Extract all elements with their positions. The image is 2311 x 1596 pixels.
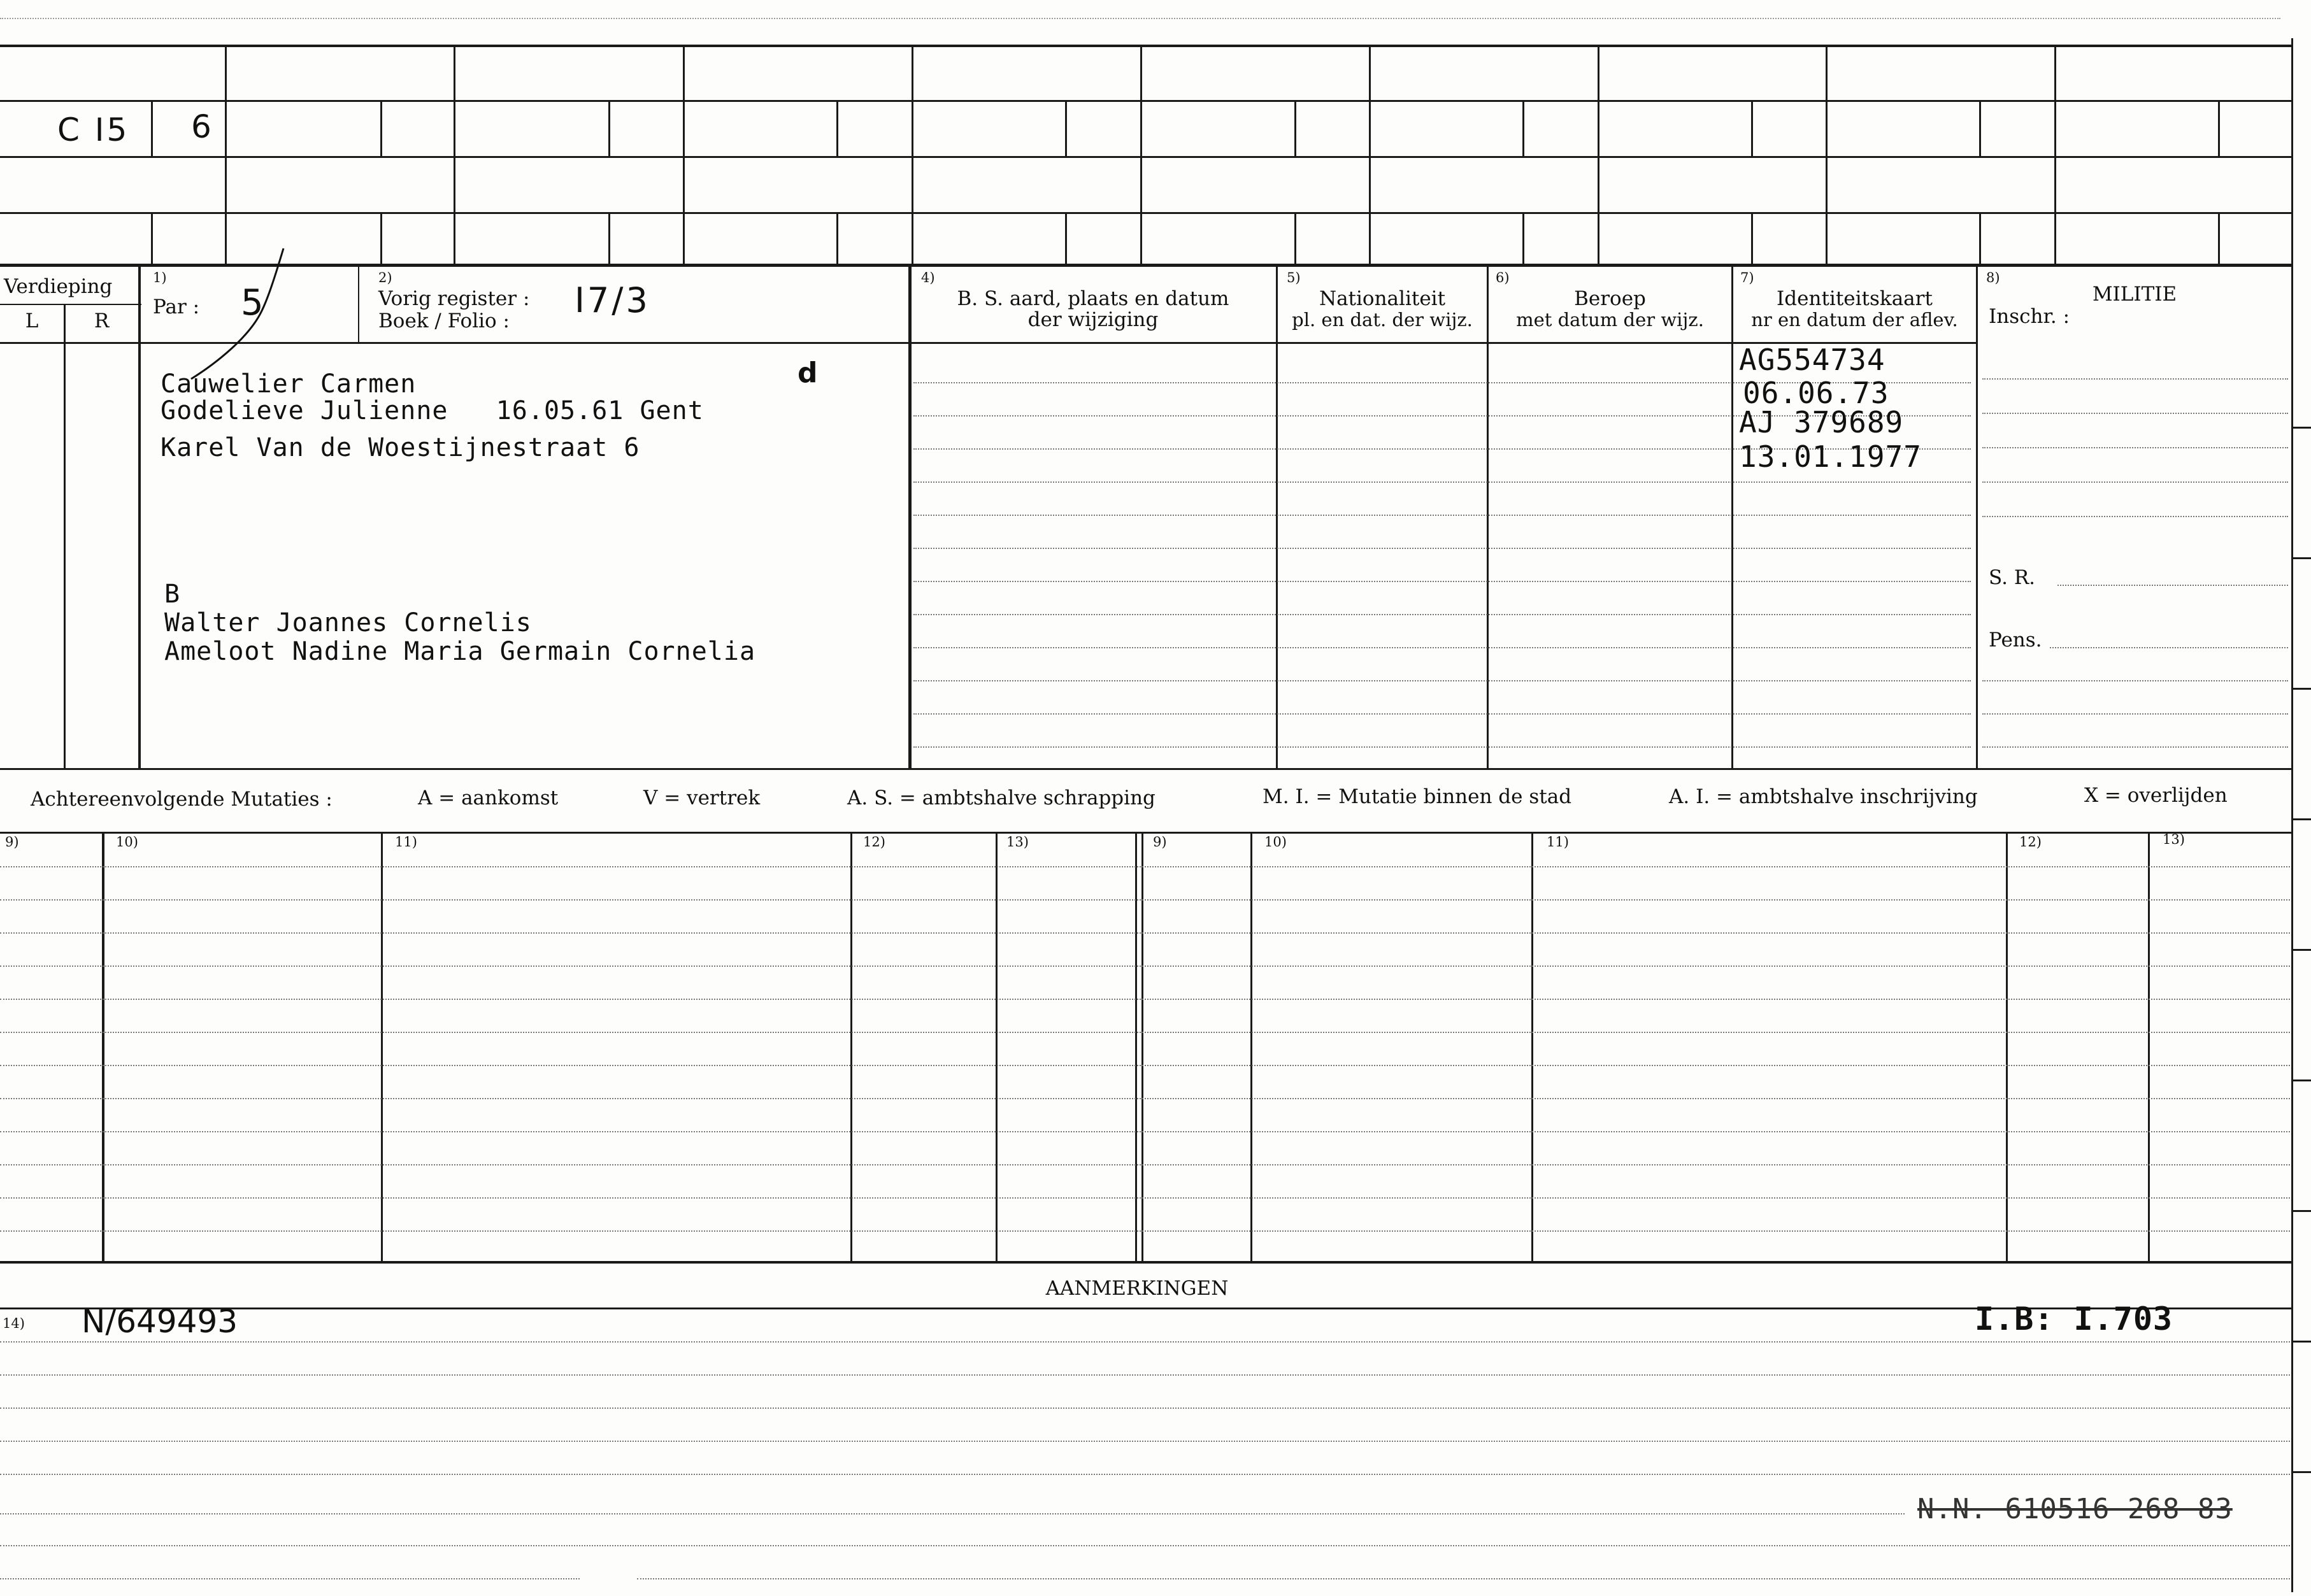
col-num-8: 8) [1986,270,2000,285]
top-border [0,45,2293,47]
id-card-2-date: 13.01.1977 [1739,439,1922,474]
id-card-1: AG554734 [1739,343,1885,377]
id-card-1-date: 06.06.73 [1743,376,1889,410]
mut-col-11: 11) [395,834,417,850]
pen-stroke-icon [178,242,299,388]
person-line-2: Godelieve Julienne 16.05.61 Gent [161,396,704,425]
boek-folio-label: Boek / Folio : [378,310,510,332]
verdieping-label: Verdieping [4,275,113,298]
l-label: L [25,310,39,332]
person-line-1: Cauwelier Carmen [161,369,417,399]
vorig-register-label: Vorig register : [378,287,530,310]
mut-col-10b: 10) [1264,834,1287,850]
person-line-3: Karel Van de Woestijnestraat 6 [161,433,640,462]
mutaties-label: Achtereenvolgende Mutaties : [31,788,333,811]
par-label: Par : [153,296,200,318]
remarks-nn: N.N. 610516 268 83 [1917,1493,2233,1525]
index-code: C I5 [57,111,130,148]
remarks-ref: N/649493 [82,1303,238,1340]
legend-a: A = aankomst [418,787,559,809]
sr-label: S. R. [1989,566,2036,589]
mut-col-13b: 13) [2163,832,2185,847]
identiteitskaart-header-line2: nr en datum der aflev. [1751,309,1958,331]
legend-v: V = vertrek [643,787,761,809]
col-num-14: 14) [3,1316,25,1331]
mut-col-11b: 11) [1547,834,1569,850]
mut-col-9b: 9) [1153,834,1167,850]
inschr-label: Inschr. : [1989,305,2070,328]
mut-col-10: 10) [116,834,138,850]
nationaliteit-header-line2: pl. en dat. der wijz. [1292,309,1473,331]
identiteitskaart-header-line1: Identiteitskaart [1777,287,1933,310]
bs-header-line2: der wijziging [1027,308,1159,331]
col-num-4: 4) [921,270,935,285]
legend-ai: A. I. = ambtshalve inschrijving [1669,785,1978,808]
mut-col-13: 13) [1006,834,1029,850]
militie-header: MILITIE [2092,283,2177,306]
bs-header-line1: B. S. aard, plaats en datum [957,287,1229,310]
mut-col-12b: 12) [2019,834,2042,850]
legend-as: A. S. = ambtshalve schrapping [847,787,1156,809]
col-num-6: 6) [1496,270,1510,285]
mark-d: d [798,357,818,389]
beroep-header-line2: met datum der wijz. [1516,309,1704,331]
person-line-5: Ameloot Nadine Maria Germain Cornelia [164,637,756,666]
remarks-ib: I.B: I.703 [1975,1300,2173,1337]
col-num-5: 5) [1287,270,1301,285]
person-line-4: Walter Joannes Cornelis [164,608,532,638]
r-label: R [94,310,110,332]
mark-b: B [164,580,181,609]
col-num-2: 2) [378,270,392,285]
index-number: 6 [191,108,211,145]
col-num-7: 7) [1740,270,1754,285]
vorig-register-value: I7/3 [575,280,650,320]
legend-mi: M. I. = Mutatie binnen de stad [1263,785,1572,808]
beroep-header-line1: Beroep [1574,287,1646,310]
nationaliteit-header-line1: Nationaliteit [1319,287,1446,310]
id-card-2: AJ 379689 [1739,405,1904,439]
mut-col-9: 9) [5,834,19,850]
legend-x: X = overlijden [2084,784,2228,807]
col-num-1: 1) [153,270,167,285]
pens-label: Pens. [1989,629,2042,652]
aanmerkingen-title: AANMERKINGEN [1045,1277,1229,1300]
mut-col-12: 12) [863,834,885,850]
par-value: 5 [241,282,264,324]
